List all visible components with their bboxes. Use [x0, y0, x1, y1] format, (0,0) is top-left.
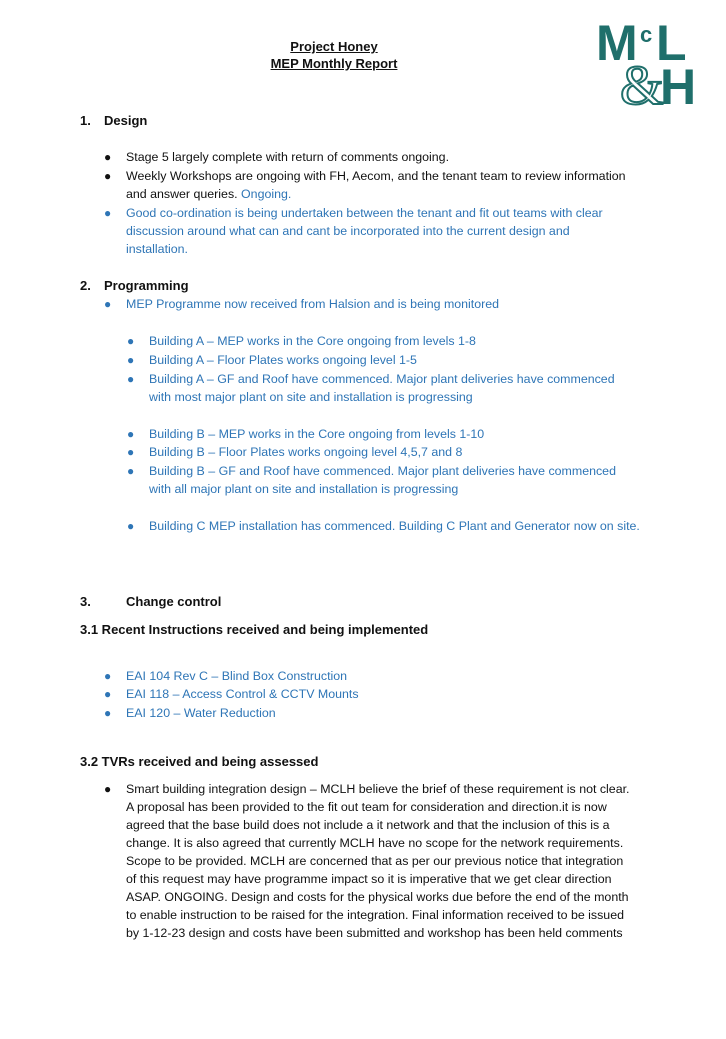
eai-item: EAI 118 – Access Control & CCTV Mounts	[126, 687, 359, 701]
section-heading-change-control: Change control	[126, 594, 222, 609]
section-number-programming: 2.	[80, 278, 91, 293]
programming-b2: Building B – Floor Plates works ongoing level 4,5,7 and 8	[149, 445, 463, 459]
design-bullet-2-line-1: Weekly Workshops are ongoing with FH, Aecom, and the tenant team to review information	[126, 169, 626, 183]
subheading-instructions: 3.1 Recent Instructions received and being implemented	[80, 622, 429, 637]
design-bullet-3-line-1: Good co-ordination is being undertaken between the tenant and fit out teams with clear	[126, 206, 603, 220]
programming-a3-line-2: with most major plant on site and installation is progressing	[149, 390, 473, 404]
programming-b1: Building B – MEP works in the Core ongoing from levels 1-10	[149, 427, 485, 441]
programming-b3-line-1: Building B – GF and Roof have commenced. Major plant deliveries have commenced	[149, 464, 616, 478]
tvr-line: A proposal has been provided to the fit out team for consideration and direction.it is now	[126, 800, 607, 814]
bullet-icon: ●	[104, 297, 112, 311]
bullet-icon: ●	[104, 687, 112, 701]
section-heading-programming: Programming	[104, 278, 189, 293]
design-bullet-3-line-2: discussion around what can and cant be incorporated into the current design and	[126, 224, 570, 238]
report-title: Project Honey	[290, 39, 378, 54]
logo-mark-c: c	[640, 22, 653, 47]
bullet-icon: ●	[104, 782, 112, 796]
tvr-line: Scope to be provided. MCLH are concerned that as per our previous notice that integration	[126, 854, 624, 868]
report-subtitle: MEP Monthly Report	[270, 56, 398, 71]
programming-a1: Building A – MEP works in the Core ongoing from levels 1-8	[149, 334, 476, 348]
tvr-line: change. It is also agreed that currently MCLH have no scope for the network requirements.	[126, 836, 624, 850]
design-bullet-1: Stage 5 largely complete with return of comments ongoing.	[126, 150, 450, 164]
section-number-change-control: 3.	[80, 594, 91, 609]
bullet-icon: ●	[104, 169, 112, 183]
bullet-icon: ●	[127, 334, 135, 348]
design-bullet-2-line-2	[126, 185, 291, 203]
logo-mark-m: M	[596, 16, 638, 71]
programming-a2: Building A – Floor Plates works ongoing level 1-5	[149, 353, 417, 367]
subheading-tvrs: 3.2 TVRs received and being assessed	[80, 754, 319, 769]
bullet-icon: ●	[127, 519, 135, 533]
programming-main: MEP Programme now received from Halsion and is being monitored	[126, 297, 500, 311]
programming-a3-line-1: Building A – GF and Roof have commenced. Major plant deliveries have commenced	[149, 372, 615, 386]
bullet-icon: ●	[127, 464, 135, 478]
bullet-icon: ●	[127, 353, 135, 367]
tvr-line: to enable instruction to be raised for the integration. Final information received to be issued	[126, 908, 624, 922]
eai-item: EAI 120 – Water Reduction	[126, 706, 276, 720]
logo-mark-h: H	[660, 59, 697, 106]
tvr-line: Smart building integration design – MCLH believe the brief of these requirement is not clear.	[126, 782, 630, 796]
bullet-icon: ●	[104, 669, 112, 683]
bullet-icon: ●	[104, 206, 112, 220]
programming-c1: Building C MEP installation has commenced. Building C Plant and Generator now on site.	[149, 519, 640, 533]
section-heading-design: Design	[104, 113, 148, 128]
eai-item: EAI 104 Rev C – Blind Box Construction	[126, 669, 348, 683]
company-logo	[596, 16, 706, 106]
bullet-icon: ●	[127, 372, 135, 386]
tvr-line: by 1-12-23 design and costs have been submitted and workshop has been held comments	[126, 926, 623, 940]
bullet-icon: ●	[104, 706, 112, 720]
tvr-line: of this request may have programme impact so it is imperative that we get clear direction	[126, 872, 612, 886]
bullet-icon: ●	[104, 150, 112, 164]
bullet-icon: ●	[127, 445, 135, 459]
section-number-design: 1.	[80, 113, 91, 128]
design-bullet-2-status: Ongoing.	[241, 187, 292, 201]
logo-mark-l: L	[656, 16, 687, 71]
tvr-line: agreed that the base build does not include a it network and that the inclusion of this is a	[126, 818, 610, 832]
bullet-icon: ●	[127, 427, 135, 441]
logo-mark-amp: &	[620, 55, 664, 106]
programming-b3-line-2: with all major plant on site and installation is progressing	[149, 482, 459, 496]
tvr-line: ASAP. ONGOING. Design and costs for the physical works due before the end of the month	[126, 890, 629, 904]
design-bullet-3-line-3: installation.	[126, 242, 188, 256]
design-bullet-2-text: and answer queries.	[126, 187, 238, 201]
